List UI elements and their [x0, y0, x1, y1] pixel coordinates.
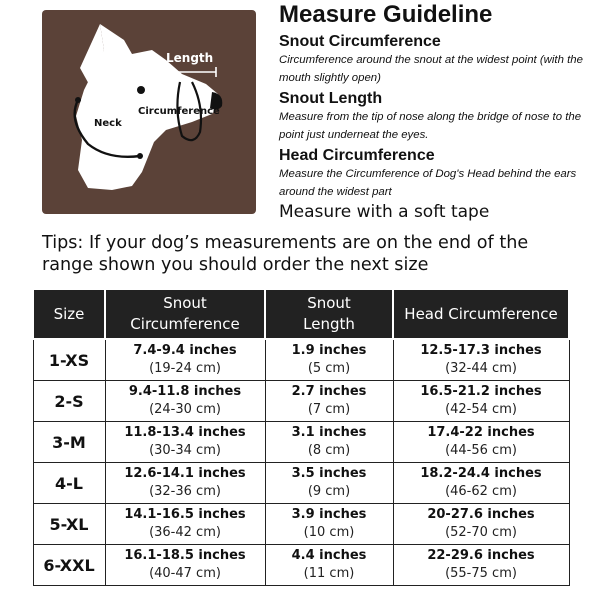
value-cm: (10 cm): [303, 525, 355, 540]
table-row: [33, 545, 569, 586]
value-inches: 12.5-17.3 inches: [420, 343, 542, 358]
snout-length-text: Measure from the tip of nose along the bridge of nose to the point just underneat the eyes.: [279, 111, 582, 141]
length-label: Length: [166, 51, 214, 65]
header-size: Size: [33, 289, 105, 339]
value-cm: (24-30 cm): [149, 402, 221, 417]
header-snout-circumference-line2: Circumference: [130, 315, 240, 333]
value-cm: (44-56 cm): [445, 443, 517, 458]
table-header-row: [33, 289, 569, 339]
table-row: [33, 381, 569, 422]
measure-guideline: [279, 0, 594, 201]
header-snout-length: [265, 289, 393, 339]
snout-circumference-cell: [105, 339, 265, 381]
head-circumference-cell: [393, 339, 569, 381]
value-cm: (32-44 cm): [445, 361, 517, 376]
value-inches: 2.7 inches: [291, 384, 367, 399]
value-inches: 22-29.6 inches: [427, 548, 535, 563]
dog-measurement-diagram: [42, 10, 256, 214]
value-inches: 17.4-22 inches: [427, 425, 535, 440]
soft-tape-note: Measure with a soft tape: [279, 202, 490, 222]
value-cm: (5 cm): [307, 361, 351, 376]
head-circumference-title: Head Circumference: [279, 147, 435, 164]
snout-length-title: Snout Length: [279, 90, 383, 107]
value-inches: 16.1-18.5 inches: [124, 548, 246, 563]
head-circumference-text: Measure the Circumference of Dog's Head behind the ears around the widest part: [279, 168, 577, 198]
table-row: [33, 422, 569, 463]
snout-circumference-cell: [105, 422, 265, 463]
head-circumference-cell: [393, 422, 569, 463]
dog-head-illustration: [42, 10, 256, 214]
header-head-circumference: Head Circumference: [393, 289, 569, 339]
value-inches: 20-27.6 inches: [427, 507, 535, 522]
value-inches: 3.9 inches: [291, 507, 367, 522]
value-inches: 18.2-24.4 inches: [420, 466, 542, 481]
value-inches: 14.1-16.5 inches: [124, 507, 246, 522]
value-inches: 7.4-9.4 inches: [133, 343, 237, 358]
size-cell: 4-L: [33, 463, 105, 504]
table-row: [33, 463, 569, 504]
value-cm: (19-24 cm): [149, 361, 221, 376]
neck-label: Neck: [94, 118, 122, 129]
size-cell: 3-M: [33, 422, 105, 463]
snout-circumference-title: Snout Circumference: [279, 33, 441, 50]
value-inches: 4.4 inches: [291, 548, 367, 563]
table-row: [33, 339, 569, 381]
value-inches: 3.5 inches: [291, 466, 367, 481]
value-cm: (32-36 cm): [149, 484, 221, 499]
header-snout-length-line1: Snout: [307, 294, 351, 312]
value-inches: 1.9 inches: [291, 343, 367, 358]
head-circumference-cell: [393, 463, 569, 504]
head-circumference-cell: [393, 545, 569, 586]
snout-length-cell: [265, 504, 393, 545]
header-snout-circumference: [105, 289, 265, 339]
tips-text: Tips: If your dog’s measurements are on the end of the range shown you should order the next size: [42, 233, 529, 275]
value-cm: (8 cm): [307, 443, 351, 458]
snout-circumference-cell: [105, 504, 265, 545]
value-cm: (55-75 cm): [445, 566, 517, 581]
head-circumference-cell: [393, 504, 569, 545]
guideline-title: Measure Guideline: [279, 1, 493, 28]
value-cm: (52-70 cm): [445, 525, 517, 540]
header-snout-length-line2: Length: [303, 315, 355, 333]
value-cm: (42-54 cm): [445, 402, 517, 417]
value-inches: 3.1 inches: [291, 425, 367, 440]
snout-length-cell: [265, 463, 393, 504]
snout-circumference-text: Circumference around the snout at the widest point (with the mouth slightly open): [279, 54, 583, 84]
value-inches: 12.6-14.1 inches: [124, 466, 246, 481]
snout-circumference-cell: [105, 545, 265, 586]
value-cm: (7 cm): [307, 402, 351, 417]
size-cell: 5-XL: [33, 504, 105, 545]
value-cm: (36-42 cm): [149, 525, 221, 540]
snout-length-cell: [265, 339, 393, 381]
eye: [137, 86, 145, 94]
size-cell: 6-XXL: [33, 545, 105, 586]
header-snout-circumference-line1: Snout: [163, 294, 207, 312]
value-cm: (30-34 cm): [149, 443, 221, 458]
value-cm: (46-62 cm): [445, 484, 517, 499]
snout-length-cell: [265, 381, 393, 422]
value-cm: (11 cm): [303, 566, 355, 581]
snout-circumference-cell: [105, 381, 265, 422]
value-inches: 9.4-11.8 inches: [128, 384, 242, 399]
value-inches: 16.5-21.2 inches: [420, 384, 542, 399]
head-circumference-cell: [393, 381, 569, 422]
size-chart-table: [32, 288, 570, 586]
value-inches: 11.8-13.4 inches: [124, 425, 246, 440]
snout-length-cell: [265, 422, 393, 463]
snout-length-cell: [265, 545, 393, 586]
size-cell: 1-XS: [33, 339, 105, 381]
value-cm: (40-47 cm): [149, 566, 221, 581]
snout-circumference-cell: [105, 463, 265, 504]
size-cell: 2-S: [33, 381, 105, 422]
table-row: [33, 504, 569, 545]
circumference-label: Circumference: [138, 106, 220, 117]
value-cm: (9 cm): [307, 484, 351, 499]
